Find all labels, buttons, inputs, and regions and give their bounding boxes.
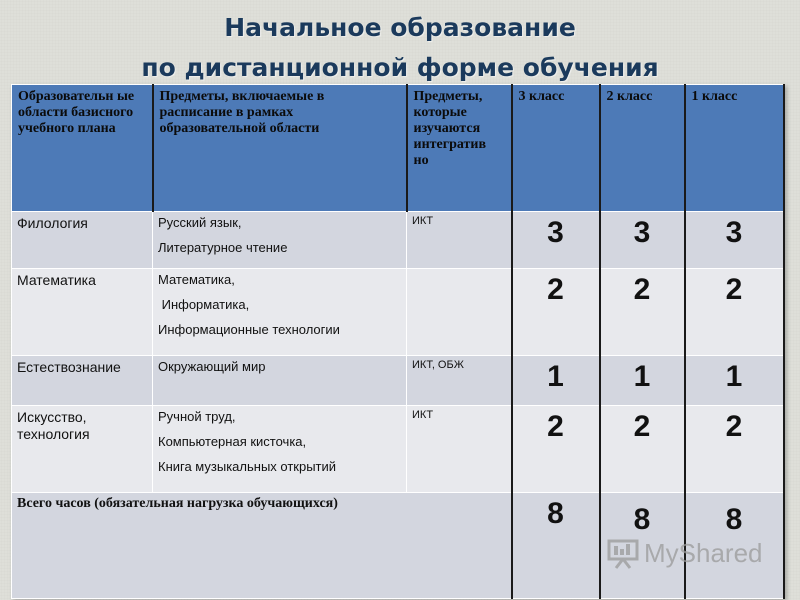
subjects-cell	[153, 269, 407, 356]
header-grade-1: 1 класс	[685, 85, 784, 212]
grade-1-hours: 2	[685, 269, 784, 356]
subject-item: Русский язык,	[158, 215, 242, 230]
header-area: Образовательн ые области базисного учебного плана	[12, 85, 153, 212]
integrated-cell: ИКТ	[407, 406, 512, 493]
integrated-cell: ИКТ, ОБЖ	[407, 356, 512, 406]
subject-item: Ручной труд,	[158, 409, 236, 424]
subject-item: Информатика,	[158, 297, 250, 312]
grade-1-hours: 3	[685, 212, 784, 269]
table-row	[12, 212, 784, 269]
area-cell: Филология	[12, 212, 153, 269]
subject-item: Литературное чтение	[158, 240, 288, 255]
grade-1-hours: 1	[685, 356, 784, 406]
integrated-cell: ИКТ	[407, 212, 512, 269]
grade-3-hours: 1	[512, 356, 600, 406]
total-label: Всего часов (обязательная нагрузка обучающихся)	[12, 493, 512, 599]
area-cell: Естествознание	[12, 356, 153, 406]
title-line-2: по дистанционной форме обучения	[141, 53, 659, 82]
grade-3-hours: 3	[512, 212, 600, 269]
area-cell: Искусство, технология	[12, 406, 153, 493]
curriculum-table	[11, 84, 785, 599]
table-row	[12, 406, 784, 493]
subject-item: Информационные технологии	[158, 322, 340, 337]
subjects-cell	[153, 212, 407, 269]
total-grade-3: 8	[512, 493, 600, 599]
header-grade-3: 3 класс	[512, 85, 600, 212]
title-line-1: Начальное образование	[224, 13, 576, 42]
page-title	[0, 8, 800, 88]
grade-2-hours: 2	[600, 269, 685, 356]
grade-3-hours: 2	[512, 406, 600, 493]
header-subjects: Предметы, включаемые в расписание в рамках образовательной области	[153, 85, 407, 212]
grade-3-hours: 2	[512, 269, 600, 356]
total-grade-1: 8	[685, 493, 784, 599]
watermark-text: MyShared	[644, 537, 763, 568]
table-row	[12, 269, 784, 356]
subject-item: Математика,	[158, 272, 235, 287]
subject-item: Окружающий мир	[158, 359, 266, 374]
watermark-logo	[606, 536, 763, 570]
table-row	[12, 356, 784, 406]
total-grade-2: 8	[600, 493, 685, 599]
subject-item: Компьютерная кисточка,	[158, 434, 307, 449]
header-grade-2: 2 класс	[600, 85, 685, 212]
header-integrated: Предметы, которые изучаются интегратив но	[407, 85, 512, 212]
subjects-cell	[153, 406, 407, 493]
presentation-board-icon	[606, 536, 640, 570]
table-header-row	[12, 85, 784, 212]
area-cell: Математика	[12, 269, 153, 356]
grade-2-hours: 1	[600, 356, 685, 406]
grade-2-hours: 3	[600, 212, 685, 269]
subject-item: Книга музыкальных открытий	[158, 459, 337, 474]
subjects-cell	[153, 356, 407, 406]
grade-2-hours: 2	[600, 406, 685, 493]
integrated-cell	[407, 269, 512, 356]
grade-1-hours: 2	[685, 406, 784, 493]
